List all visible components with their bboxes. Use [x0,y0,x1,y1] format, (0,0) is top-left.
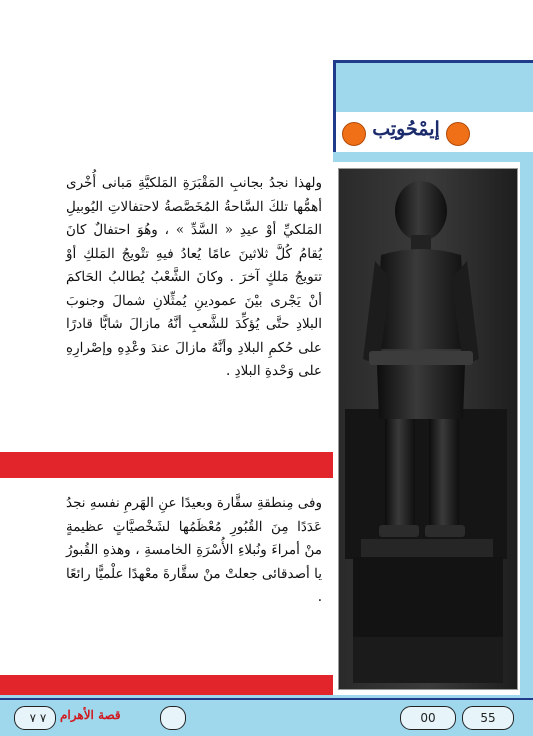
orange-bullet-icon [342,122,366,146]
paragraph-body-1: ولهذا نجدُ بجانبِ المَقْبَرَةِ المَلكيَّةِ مَبانى أُخْرى أهمُّها تلكَ السَّاحةُ المُخَصَّصةُ لاحتفالاتِ اليُوبيلِ المَلكيِّ أوْ عيدِ « السَّدِّ » ، وهُوَ احتفالٌ كانَ يُقامُ كُلَّ ثلاثينَ عامًا يُعادُ فيهِ تتْويجُ المَلكِ أوْ تتويجُ مَلكٍ آخرَ . وكانَ الشَّعْبُ يُطالبُ الحَاكمَ أنْ يَجْرى بيْنَ عمودينِ يُمثِّلانِ شمالَ وجنوبَ البلادِ حتَّى يُؤكِّدَ للشَّعبِ أنَّهُ مازالَ شابًّا قادرًا على حُكمِ البلادِ وأنَّهُ مازالَ عندَ وعْدِهِ وإصْرارِهِ على وَحْدةِ البلادِ . [66,175,322,379]
right-edge-strip [520,152,533,700]
red-divider-band [0,452,333,478]
footer-rule [0,698,533,700]
red-bottom-band [0,675,333,695]
series-number: ٧ [39,711,47,725]
section-title-bar [333,112,533,152]
page-number-pill: 55 [462,706,514,730]
footer-brand-title: قصة الأهرام [60,708,121,722]
paragraph-body-2: وفى مِنطقةِ سقَّارة وبعيدًا عنِ الهَرمِ نفسهِ نجدُ عَدَدًا مِنَ القُبُورِ مُعْظَمُها لشَخْصيَّاتٍ عظيمةٍ منْ أمراءَ ونُبلاءِ الأُسْرَةِ الخامسةِ ، وهذهِ القُبورُ يا أصدقائى جعلتْ منْ سقَّارةَ معْهدًا علْميًّا رائعًا . [66,495,322,605]
section-title: إيمْحُوتِب [372,118,440,140]
series-subnumber: ٧ [29,711,37,725]
page-label-pill: 00 [400,706,456,730]
statue-illustration [339,169,517,689]
series-number-pill [14,706,56,730]
header-blue-band [333,60,533,113]
footer-blank-pill [160,706,186,730]
title-underline-strip [333,152,533,162]
orange-bullet-icon [446,122,470,146]
imhotep-statue-photo [338,168,518,690]
